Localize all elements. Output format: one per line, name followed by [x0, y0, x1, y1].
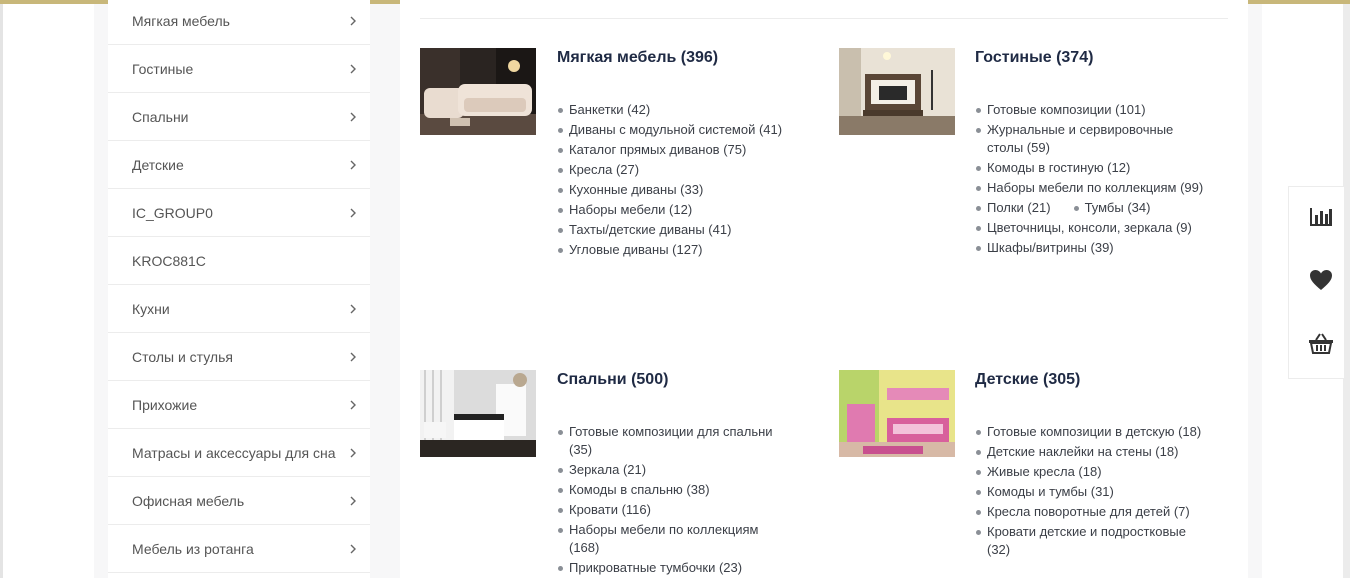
chevron-right-icon	[348, 63, 358, 75]
favorites-button[interactable]	[1289, 250, 1344, 313]
category-title-bedrooms[interactable]: Спальни (500)	[557, 371, 669, 388]
sidebar-item-label: Столы и стулья	[132, 348, 233, 365]
chevron-right-icon	[348, 207, 358, 219]
subcategory-link[interactable]: Кресла (27)	[557, 161, 787, 179]
category-image-kids-rooms[interactable]	[839, 370, 955, 457]
sidebar-item-office-furniture[interactable]	[108, 477, 370, 525]
subcategory-list-living-rooms	[975, 101, 1205, 259]
subcategory-link[interactable]: Зеркала (21)	[557, 461, 787, 479]
chevron-right-icon	[348, 447, 358, 459]
subcategory-link[interactable]: Наборы мебели по коллекциям (99)	[975, 179, 1205, 197]
category-title-living-rooms[interactable]: Гостиные (374)	[975, 49, 1094, 66]
chevron-right-icon	[348, 303, 358, 315]
subcategory-link[interactable]: Журнальные и сервировочные столы (59)	[975, 121, 1205, 157]
subcategory-link[interactable]: Комоды в гостиную (12)	[975, 159, 1205, 177]
chevron-right-icon	[348, 351, 358, 363]
chevron-right-icon	[348, 543, 358, 555]
window-right-edge	[1343, 4, 1350, 578]
catalog-sidebar	[108, 0, 370, 578]
sidebar-item-kroc881c[interactable]	[108, 237, 370, 285]
subcategory-link[interactable]: Наборы мебели (12)	[557, 201, 787, 219]
category-image-soft-furniture[interactable]	[420, 48, 536, 135]
subcategory-link[interactable]: Наборы мебели по коллекциям (168)	[557, 521, 787, 557]
subcategory-list-bedrooms	[557, 423, 787, 579]
subcategory-link[interactable]: Кровати детские и подростковые (32)	[975, 523, 1205, 559]
sidebar-item-label: Детские	[132, 156, 184, 173]
subcategory-link[interactable]: Угловые диваны (127)	[557, 241, 787, 259]
subcategory-link[interactable]: Прикроватные тумбочки (23)	[557, 559, 787, 577]
subcategory-row	[975, 199, 1205, 219]
subcategory-link[interactable]: Тахты/детские диваны (41)	[557, 221, 787, 239]
basket-icon	[1309, 332, 1333, 354]
subcategory-link[interactable]: Полки (21)	[975, 199, 1051, 217]
divider	[420, 18, 1228, 19]
category-title-kids-rooms[interactable]: Детские (305)	[975, 371, 1081, 388]
subcategory-link[interactable]: Банкетки (42)	[557, 101, 787, 119]
subcategory-list-soft-furniture	[557, 101, 787, 261]
subcategory-link[interactable]: Детские наклейки на стены (18)	[975, 443, 1205, 461]
category-title-soft-furniture[interactable]: Мягкая мебель (396)	[557, 49, 719, 66]
sidebar-item-label: Спальни	[132, 108, 189, 125]
subcategory-link[interactable]: Кухонные диваны (33)	[557, 181, 787, 199]
compare-button[interactable]	[1289, 187, 1344, 250]
sidebar-item-living-rooms[interactable]	[108, 45, 370, 93]
subcategory-link[interactable]: Диваны с модульной системой (41)	[557, 121, 787, 139]
sidebar-item-label: Прихожие	[132, 396, 198, 413]
subcategory-link[interactable]: Готовые композиции для спальни (35)	[557, 423, 787, 459]
sidebar-item-kitchens[interactable]	[108, 285, 370, 333]
subcategory-link[interactable]: Каталог прямых диванов (75)	[557, 141, 787, 159]
subcategory-link[interactable]: Тумбы (34)	[1073, 199, 1151, 217]
chevron-right-icon	[348, 111, 358, 123]
sidebar-item-kids-rooms[interactable]	[108, 141, 370, 189]
sidebar-item-tables-chairs[interactable]	[108, 333, 370, 381]
window-left-edge	[0, 4, 3, 578]
sidebar-item-label: Гостиные	[132, 60, 194, 77]
category-image-living-rooms[interactable]	[839, 48, 955, 135]
sidebar-item-rattan-furniture[interactable]	[108, 525, 370, 573]
sidebar-item-label: Мягкая мебель	[132, 12, 230, 29]
subcategory-link[interactable]: Цветочницы, консоли, зеркала (9)	[975, 219, 1205, 237]
subcategory-link[interactable]: Кровати (116)	[557, 501, 787, 519]
chevron-right-icon	[348, 495, 358, 507]
subcategory-link[interactable]: Живые кресла (18)	[975, 463, 1205, 481]
subcategory-list-kids-rooms	[975, 423, 1205, 561]
sidebar-item-hallways[interactable]	[108, 381, 370, 429]
sidebar-item-soft-furniture[interactable]	[108, 0, 370, 45]
subcategory-link[interactable]: Готовые композиции в детскую (18)	[975, 423, 1205, 441]
category-grid	[400, 0, 1248, 578]
chevron-right-icon	[348, 399, 358, 411]
subcategory-link[interactable]: Шкафы/витрины (39)	[975, 239, 1205, 257]
sidebar-item-label: Матрасы и аксессуары для сна	[132, 444, 336, 461]
bar-chart-icon	[1309, 206, 1333, 226]
sidebar-item-label: Мебель из ротанга	[132, 540, 254, 557]
subcategory-link[interactable]: Готовые композиции (101)	[975, 101, 1205, 119]
sidebar-item-mattresses[interactable]	[108, 429, 370, 477]
chevron-right-icon	[348, 159, 358, 171]
sidebar-item-label: Офисная мебель	[132, 492, 245, 509]
sidebar-item-bedrooms[interactable]	[108, 93, 370, 141]
basket-button[interactable]	[1289, 313, 1344, 376]
subcategory-link[interactable]: Кресла поворотные для детей (7)	[975, 503, 1205, 521]
chevron-right-icon	[348, 15, 358, 27]
floating-tools-panel	[1288, 186, 1344, 379]
sidebar-item-ic-group0[interactable]	[108, 189, 370, 237]
category-image-bedrooms[interactable]	[420, 370, 536, 457]
heart-icon	[1309, 269, 1333, 291]
sidebar-item-label: IC_GROUP0	[132, 204, 213, 221]
sidebar-item-label: KROC881C	[132, 252, 206, 269]
sidebar-item-label: Кухни	[132, 300, 170, 317]
subcategory-link[interactable]: Комоды в спальню (38)	[557, 481, 787, 499]
subcategory-link[interactable]: Комоды и тумбы (31)	[975, 483, 1205, 501]
